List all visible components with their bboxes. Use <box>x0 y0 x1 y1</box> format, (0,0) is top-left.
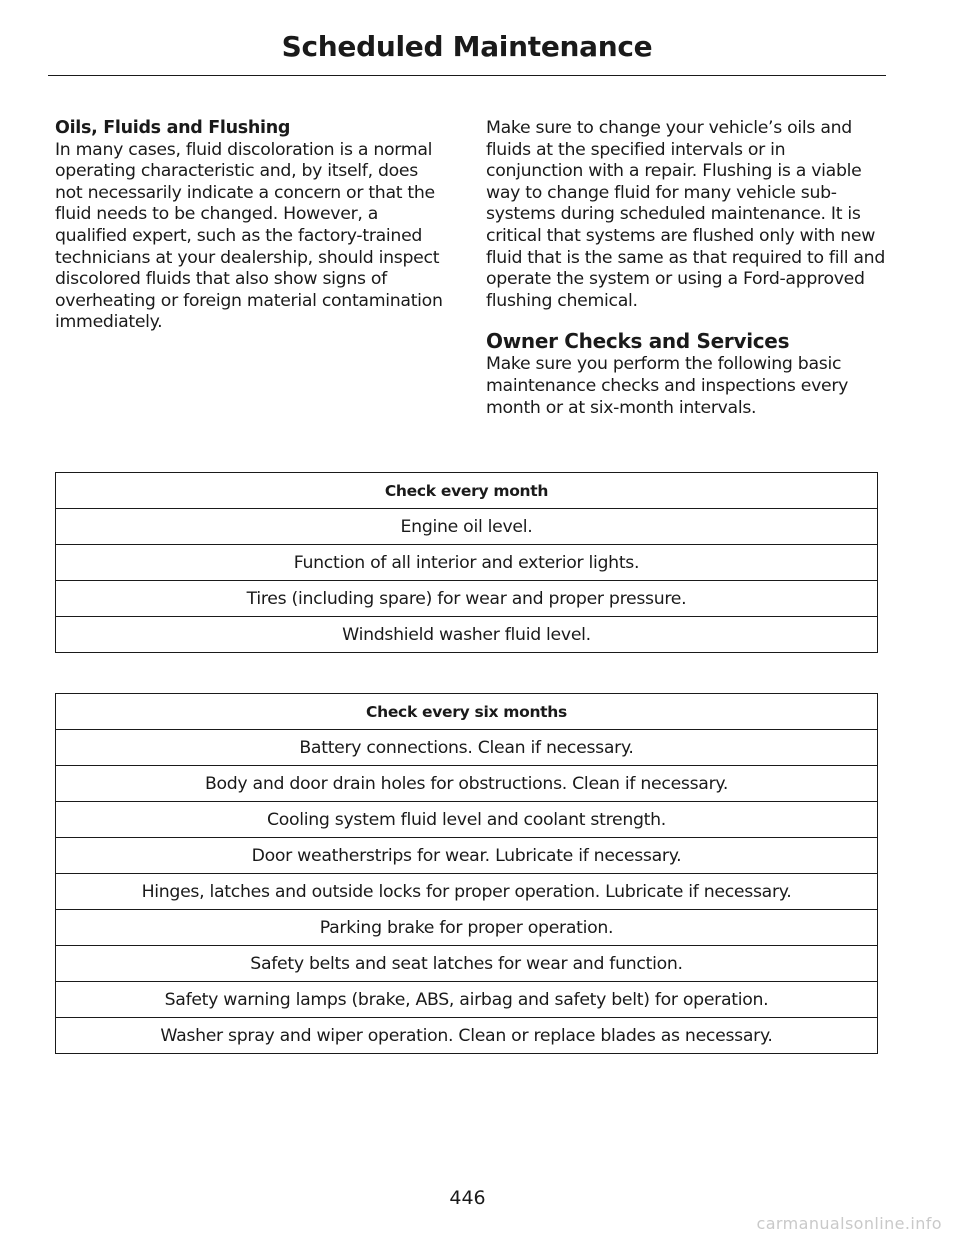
right-column <box>486 118 886 419</box>
oils-fluids-heading: Oils, Fluids and Flushing <box>55 118 291 138</box>
six-month-table-header: Check every six months <box>56 694 878 730</box>
discoloration-paragraph: In many cases, fluid discoloration is a normal operating characteristic and, by itself, does not necessarily indicate a concern or that the fluid needs to be changed. However, a qualified expert, such as the factory-trained technicians at your dealership, should inspect discolored fluids that also show signs of overheating or foreign material contamination immediately. <box>55 139 443 333</box>
watermark: carmanualsonline.info <box>756 1214 942 1233</box>
table-cell: Hinges, latches and outside locks for proper operation. Lubricate if necessary. <box>56 874 878 910</box>
table-cell: Function of all interior and exterior lights. <box>56 545 878 581</box>
table-row <box>56 730 878 766</box>
owner-checks-heading: Owner Checks and Services <box>486 329 790 354</box>
table-row <box>56 1018 878 1054</box>
table-cell: Cooling system fluid level and coolant strength. <box>56 802 878 838</box>
header-divider <box>48 75 886 76</box>
table-row <box>56 766 878 802</box>
table-cell: Body and door drain holes for obstructions. Clean if necessary. <box>56 766 878 802</box>
table-cell: Safety warning lamps (brake, ABS, airbag and safety belt) for operation. <box>56 982 878 1018</box>
flushing-paragraph: Make sure to change your vehicle’s oils and fluids at the specified intervals or in conjunction with a repair. Flushing is a viable way to change fluid for many vehicle sub-systems during scheduled maintenance. It is critical that systems are flushed only with new fluid that is the same as that required to fill and operate the system or using a Ford-approved flushing chemical. <box>486 118 886 311</box>
table-row <box>56 910 878 946</box>
table-row <box>56 581 878 617</box>
page-title: Scheduled Maintenance <box>281 30 653 63</box>
six-month-check-table <box>55 693 878 1054</box>
table-cell: Parking brake for proper operation. <box>56 910 878 946</box>
table-header-row <box>56 473 878 509</box>
table-row <box>56 509 878 545</box>
left-column <box>55 118 450 334</box>
table-row <box>56 874 878 910</box>
table-header-row <box>56 694 878 730</box>
table-cell: Door weatherstrips for wear. Lubricate if necessary. <box>56 838 878 874</box>
owner-checks-paragraph: Make sure you perform the following basic maintenance checks and inspections every month or at six-month intervals. <box>486 354 849 418</box>
table-cell: Engine oil level. <box>56 509 878 545</box>
monthly-table-header: Check every month <box>56 473 878 509</box>
table-row <box>56 617 878 653</box>
table-cell: Safety belts and seat latches for wear and function. <box>56 946 878 982</box>
table-cell: Tires (including spare) for wear and proper pressure. <box>56 581 878 617</box>
table-cell: Washer spray and wiper operation. Clean or replace blades as necessary. <box>56 1018 878 1054</box>
table-row <box>56 982 878 1018</box>
table-row <box>56 802 878 838</box>
table-cell: Windshield washer fluid level. <box>56 617 878 653</box>
table-cell: Battery connections. Clean if necessary. <box>56 730 878 766</box>
table-row <box>56 946 878 982</box>
table-row <box>56 545 878 581</box>
monthly-check-table <box>55 472 878 653</box>
table-row <box>56 838 878 874</box>
page-number: 446 <box>449 1187 486 1209</box>
